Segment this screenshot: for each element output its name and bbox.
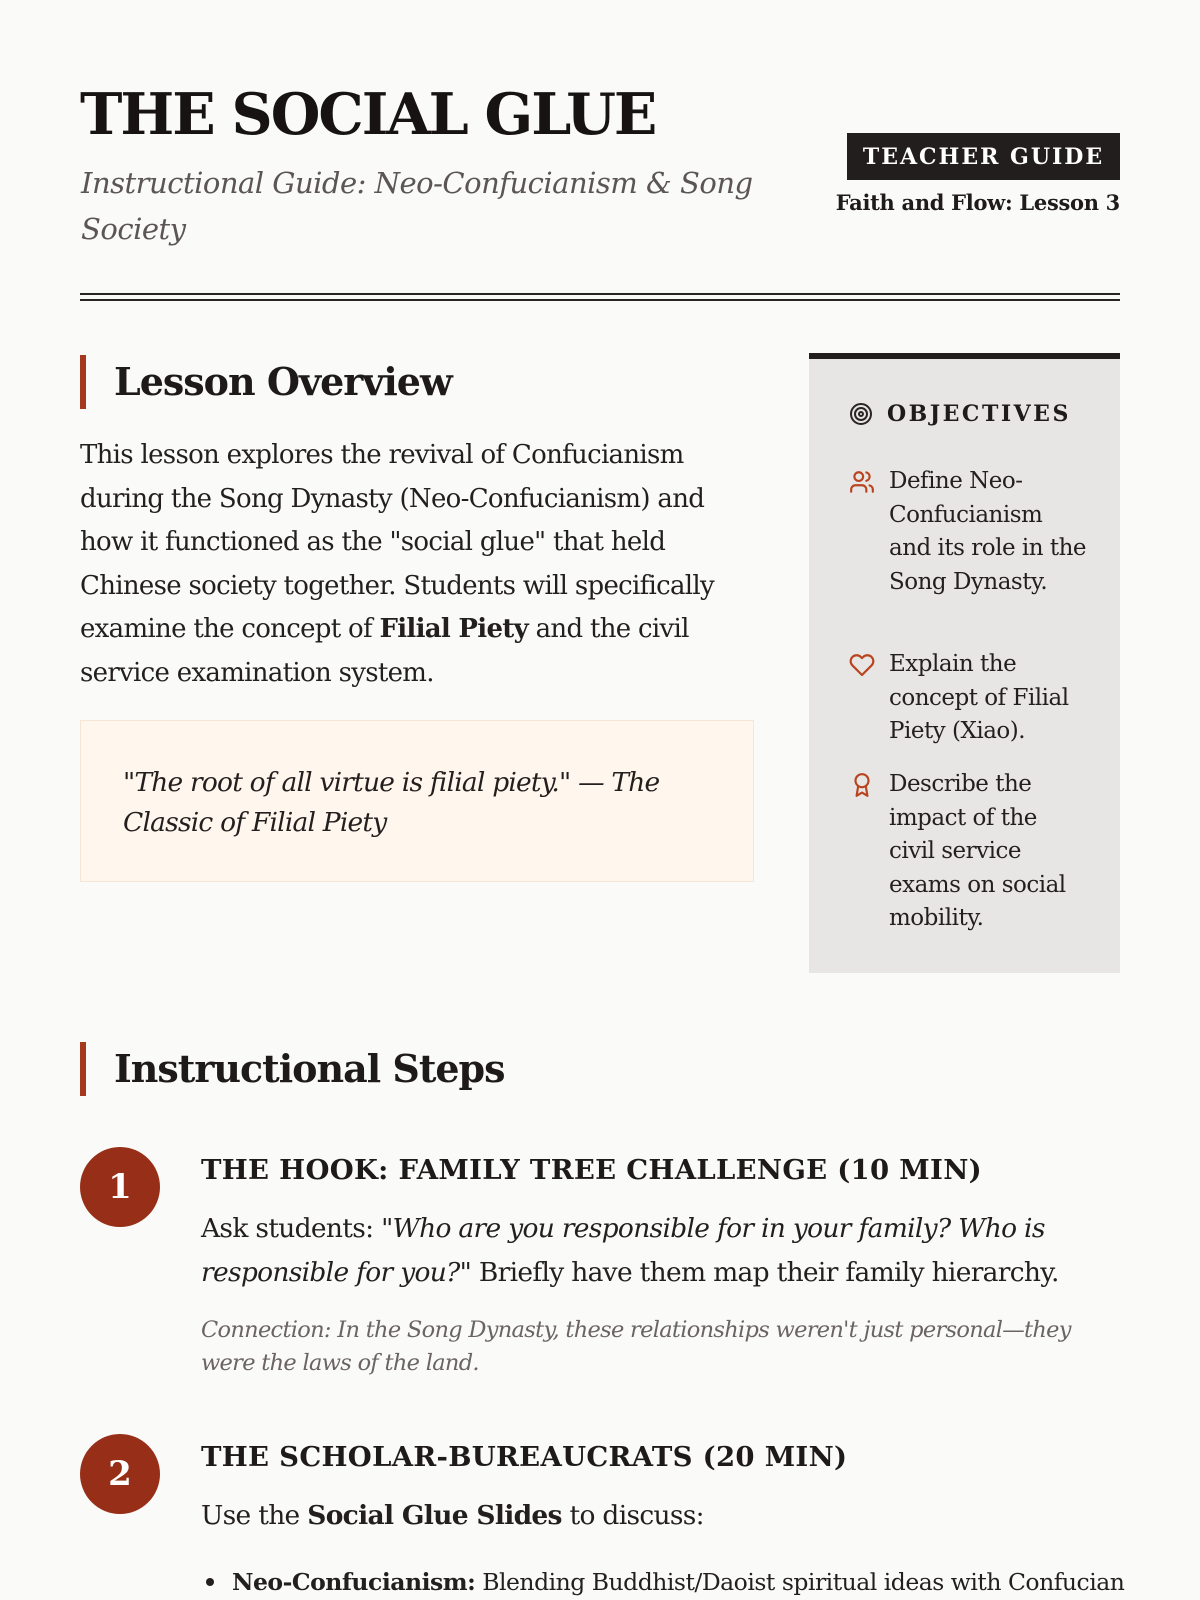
- step-body: [201, 1494, 1121, 1538]
- objectives-title: OBJECTIVES: [887, 401, 1071, 427]
- overview-text-end: and the civil service examination system.: [80, 614, 689, 688]
- overview-filial-piety: Filial Piety: [379, 614, 529, 644]
- objective-item: [849, 768, 1089, 936]
- objective-item: [849, 465, 1089, 599]
- step-body-text-end: Briefly have them map their family hierarchy.: [471, 1257, 1059, 1288]
- header-divider-top: [80, 293, 1120, 295]
- list-item: [206, 1565, 1200, 1599]
- bullet-term: Neo-Confucianism:: [232, 1568, 476, 1596]
- award-icon: [849, 772, 875, 798]
- objective-text: Describe the impact of the civil service exams on social mobility.: [889, 771, 1066, 931]
- objectives-header: [849, 401, 1071, 427]
- step-body: [201, 1207, 1121, 1295]
- users-icon: [849, 469, 875, 495]
- target-icon: [849, 402, 873, 426]
- bullet-text: Blending Buddhist/Daoist spiritual ideas with Confucian: [475, 1568, 1125, 1596]
- page-subtitle: Instructional Guide: Neo-Confucianism & Song Society: [81, 166, 753, 246]
- header-divider-bottom: [80, 299, 1120, 301]
- step-body-text: Use the: [201, 1500, 308, 1531]
- step-body-text: Ask students:: [201, 1213, 382, 1244]
- step-title: THE SCHOLAR-BUREAUCRATS (20 MIN): [201, 1441, 848, 1473]
- page-title: THE SOCIAL GLUE: [80, 81, 656, 148]
- step-body-question: "Who are you responsible for in your family? Who is responsible for you?": [201, 1213, 1045, 1288]
- teacher-guide-badge: TEACHER GUIDE: [847, 133, 1120, 180]
- objective-item: [849, 648, 1089, 749]
- overview-text-start: This lesson explores the revival of Confucianism during the Song Dynasty (Neo-Confucianism) and how it functioned as the "social glue" that held Chinese society together. Students will specifically examine the concept of: [80, 440, 715, 644]
- overview-paragraph: [80, 434, 760, 695]
- step-title: THE HOOK: FAMILY TREE CHALLENGE (10 MIN): [201, 1154, 982, 1186]
- quote-text: "The root of all virtue is filial piety." — The Classic of Filial Piety: [123, 767, 660, 838]
- step-connection-note: Connection: In the Song Dynasty, these relationships weren't just personal—they were the laws of the land.: [201, 1317, 1071, 1376]
- quote-callout: [80, 720, 754, 882]
- objectives-panel: [809, 353, 1120, 973]
- step-number: 1: [80, 1147, 160, 1227]
- step-body-text-end: to discuss:: [561, 1500, 704, 1531]
- heart-icon: [849, 652, 875, 678]
- objective-text: Explain the concept of Filial Piety (Xiao).: [889, 651, 1069, 744]
- step-number: 2: [80, 1434, 160, 1514]
- instructional-steps-heading: Instructional Steps: [80, 1042, 505, 1096]
- step-body-slides: Social Glue Slides: [307, 1500, 562, 1531]
- lesson-reference: Faith and Flow: Lesson 3: [835, 190, 1120, 215]
- objective-text: Define Neo-Confucianism and its role in the Song Dynasty.: [889, 468, 1087, 595]
- lesson-overview-heading: Lesson Overview: [80, 355, 452, 409]
- bullet-dot: [206, 1578, 214, 1586]
